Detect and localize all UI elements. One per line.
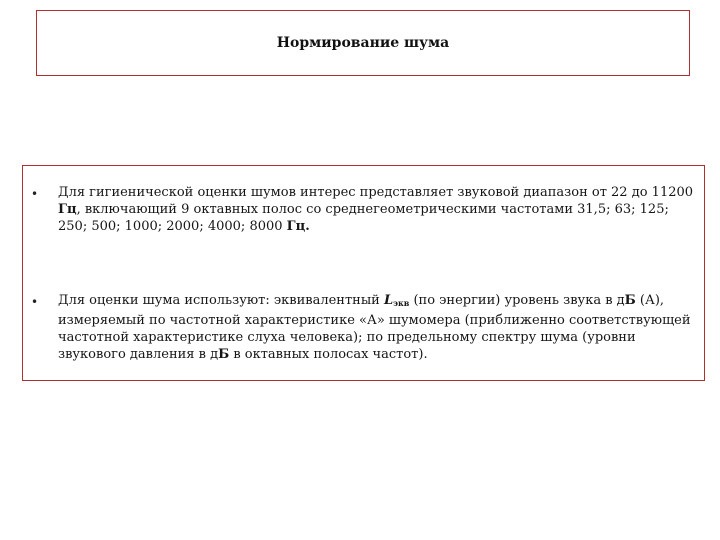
bullet-text-part: Для оценки шума используют: эквивалентный — [58, 293, 384, 308]
unit-hz: Гц — [58, 202, 77, 217]
bullet-text-part: (по энергии) уровень звука в д — [409, 293, 625, 308]
bullet-text-part: в октавных полосах частот). — [229, 347, 428, 362]
bullet-text-frequency-range — [58, 184, 698, 235]
bullet-text-part: Для гигиенической оценки шумов интерес представляет звуковой диапазон от 22 до 11200 — [58, 185, 694, 200]
equivalent-level-symbol: L — [383, 293, 394, 308]
title-frame — [36, 10, 690, 76]
bullet-text-noise-assessment — [58, 292, 698, 363]
bullet-text-part: , включающий 9 октавных полос со среднегеометрическими частотами 31,5; 63; 125; 250; 500; 1000; 2000; 4000; 8000 — [58, 202, 669, 234]
unit-hz: Гц — [286, 219, 306, 234]
content-frame — [22, 165, 705, 381]
bullet-marker: • — [31, 295, 39, 309]
equivalent-level-subscript: экв — [393, 298, 410, 308]
unit-db: Б — [218, 347, 230, 362]
bullet-text-part: . — [305, 219, 310, 234]
bullet-marker: • — [31, 187, 39, 201]
bullet-text-part: (А), измеряемый по частотной характеристике «А» шумомера (приближенно соответствующей частотной характеристике слуха человека); по предельному спектру шума (уровни звукового давления в д — [58, 293, 691, 362]
unit-db: Б — [624, 293, 636, 308]
slide-title: Нормирование шума — [276, 35, 450, 51]
